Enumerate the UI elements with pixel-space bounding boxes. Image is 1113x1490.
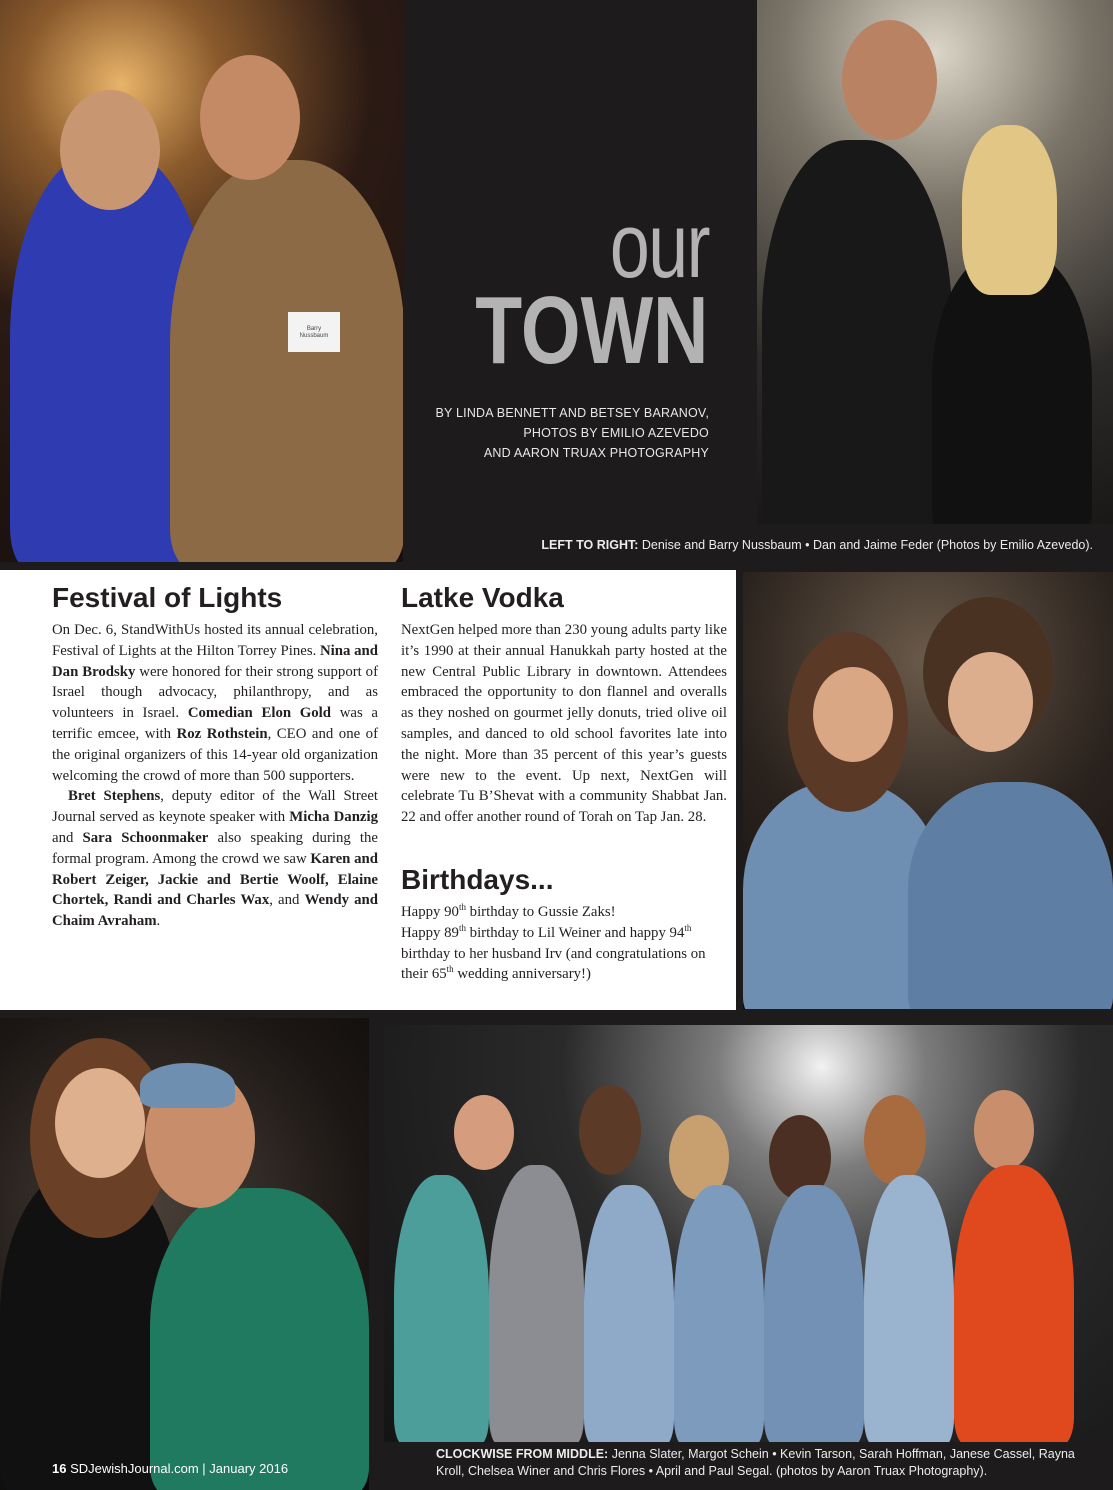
photo-face	[974, 1090, 1034, 1170]
article-festival	[52, 580, 378, 932]
photo-figure-overalls	[764, 1185, 864, 1442]
text-run: Happy 90	[401, 903, 459, 920]
photo-figure	[489, 1165, 584, 1442]
photo-cap	[140, 1063, 235, 1108]
photo-figure-denim-jacket	[908, 782, 1113, 1009]
photo-figure-orange-sweater	[954, 1165, 1074, 1442]
text-run: , and	[269, 892, 305, 909]
person-name: Karen and Robert Zeiger, Jackie and Bertie Woolf, Elaine Chortek, Randi and Charles Wax	[52, 850, 378, 909]
person-name: Nina and Dan Brodsky	[52, 642, 378, 680]
person-name: Roz Rothstein	[176, 725, 268, 742]
masthead	[403, 0, 757, 524]
photo-figure-man-tweed-jacket	[170, 160, 403, 562]
name-badge	[288, 312, 340, 352]
byline-line: AND AARON TRUAX PHOTOGRAPHY	[483, 446, 709, 460]
text-run: birthday to her husband Irv (and congratulations on their 65	[401, 945, 706, 983]
text-run: , CEO and one of the original organizers of this 14-year old organization welcoming the crowd of more than 500 supporters.	[52, 725, 378, 784]
photo-figure-man-suit	[762, 140, 952, 524]
badge-text: Barry	[306, 326, 322, 332]
latke-heading: Latke Vodka	[401, 582, 564, 613]
festival-paragraph-1	[52, 620, 378, 786]
masthead-title-our: our	[609, 195, 709, 297]
text-run: was a terrific emcee, with	[52, 705, 378, 742]
photo-face	[454, 1095, 514, 1170]
text-run: were honored for their strong support of Israel though advocacy, philanthropy, and as volunteers in Israel.	[52, 663, 378, 722]
festival-body	[52, 620, 378, 932]
birthdays-body	[401, 902, 727, 985]
photo-figure	[394, 1175, 489, 1442]
text-run: birthday to Lil Weiner and happy 94	[465, 924, 685, 941]
photo-head	[60, 90, 160, 210]
person-name: Comedian Elon Gold	[187, 705, 332, 722]
festival-paragraph-2	[52, 786, 378, 932]
photo-face	[55, 1068, 145, 1178]
caption-lead: LEFT TO RIGHT:	[541, 538, 639, 552]
birthdays-heading: Birthdays...	[401, 863, 554, 895]
ordinal-suffix: th	[684, 922, 692, 933]
text-run: .	[156, 913, 161, 930]
photo-feder-couple	[757, 0, 1113, 524]
person-name: Micha Danzig	[289, 809, 378, 826]
text-run: wedding anniversary!)	[453, 966, 591, 983]
person-name: Sara Schoonmaker	[82, 829, 209, 846]
festival-heading: Festival of Lights	[52, 582, 283, 613]
text-run: and	[52, 829, 83, 846]
photo-figure-overalls	[584, 1185, 674, 1442]
person-name: Wendy and Chaim Avraham	[52, 892, 378, 930]
photo-figure-overalls	[674, 1185, 764, 1442]
page-footer	[52, 1461, 288, 1476]
photo-face	[948, 652, 1033, 752]
photo-head	[864, 1095, 926, 1185]
photo-head-blonde	[962, 125, 1057, 295]
footer-site: SDJewishJournal.com	[66, 1461, 199, 1476]
article-latke-vodka	[401, 580, 727, 985]
byline	[409, 403, 709, 463]
masthead-title-town: TOWN	[475, 277, 709, 384]
text-run: birthday to Gussie Zaks!	[465, 903, 616, 920]
photo-nextgen-group	[384, 1025, 1113, 1442]
photo-figure	[864, 1175, 954, 1442]
page-number: 16	[52, 1461, 67, 1476]
latke-body	[401, 620, 727, 828]
photo-head	[842, 20, 937, 140]
badge-text: Nussbaum	[299, 333, 329, 339]
caption-lead: CLOCKWISE FROM MIDDLE:	[436, 1447, 609, 1461]
photo-segal-couple	[0, 1018, 369, 1490]
birthday-line-2	[401, 923, 727, 985]
birthday-line-1	[401, 902, 727, 923]
caption-bottom	[436, 1446, 1096, 1480]
ordinal-suffix: th	[458, 902, 466, 913]
caption-text: Jenna Slater, Margot Schein • Kevin Tarson, Sarah Hoffman, Janese Cassel, Rayna Kroll, Chelsea Winer and Chris Flores • April and Paul Segal. (photos by Aaron Truax Photography).	[436, 1447, 1075, 1478]
text-run: On Dec. 6, StandWithUs hosted its annual celebration, Festival of Lights at the Hilton Torrey Pines.	[52, 622, 378, 659]
photo-head	[579, 1085, 641, 1175]
text-run: Happy 89	[401, 924, 459, 941]
photo-face	[813, 667, 893, 762]
byline-line: PHOTOS BY EMILIO AZEVEDO	[523, 426, 709, 440]
text-run: , deputy editor of the Wall Street Journal served as keynote speaker with	[52, 788, 378, 826]
footer-separator: |	[198, 1461, 210, 1476]
latke-paragraph: NextGen helped more than 230 young adults party like it’s 1990 at their annual Hanukkah party hosted at the new Central Public Library in downtown. Attendees embraced the opportunity to don flannel and overalls as they noshed on gourmet jelly donuts, tried olive oil samples, and danced to old school favorites late into the night. More than 35 percent of this year’s guests were new to the event. Up next, NextGen will celebrate Tu B’Shevat with a community Shabbat Jan. 22 and offer another round of Torah on Tap Jan. 28.	[401, 622, 727, 826]
byline-line: BY LINDA BENNETT AND BETSEY BARANOV,	[435, 406, 709, 420]
ordinal-suffix: th	[446, 964, 454, 975]
caption-text: Denise and Barry Nussbaum • Dan and Jaime Feder (Photos by Emilio Azevedo).	[638, 538, 1093, 552]
photo-head	[200, 55, 300, 180]
photo-nussbaum-couple	[0, 0, 403, 562]
footer-issue: January 2016	[209, 1461, 289, 1476]
caption-top	[403, 538, 1093, 552]
ordinal-suffix: th	[458, 922, 466, 933]
text-run: also speaking during the formal program. Among the crowd we saw	[52, 829, 378, 867]
person-name: Bret Stephens	[68, 788, 161, 805]
photo-two-women	[743, 572, 1113, 1009]
photo-figure-man-green-flannel	[150, 1188, 369, 1490]
